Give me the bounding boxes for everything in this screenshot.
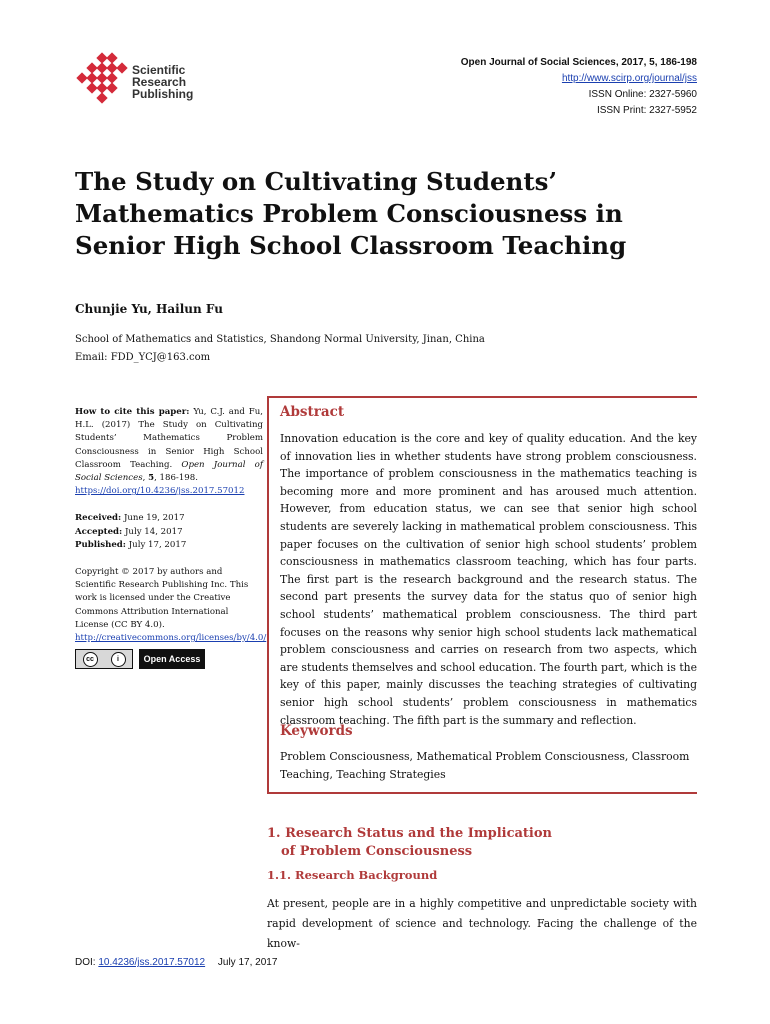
authors: Chunjie Yu, Hailun Fu: [75, 302, 223, 316]
keywords-heading: Keywords: [280, 723, 353, 739]
received-label: Received:: [75, 513, 122, 524]
journal-url-link[interactable]: http://www.scirp.org/journal/jss: [561, 73, 697, 84]
abstract-border-top: [267, 396, 697, 398]
issn-online: ISSN Online: 2327-5960: [588, 89, 697, 100]
copyright-block: [75, 566, 267, 669]
cite-doi-link[interactable]: https://doi.org/10.4236/jss.2017.57012: [75, 486, 245, 497]
cite-journal: Open Journal of Social Sciences: [75, 459, 264, 484]
received-date: June 19, 2017: [123, 513, 185, 524]
cite-text: Yu, C.J. and Fu, H.L. (2017) The Study on Cultivating Students’ Mathematics Problem Consciousness in Senior High School Classroom Teaching.: [75, 407, 264, 470]
accepted-date: July 14, 2017: [124, 526, 183, 537]
cc-icon: cc: [83, 652, 98, 667]
section-1-heading-line2: of Problem Consciousness: [281, 844, 473, 859]
dates-block: [75, 512, 263, 552]
cite-label: How to cite this paper:: [75, 407, 190, 417]
open-access-badge: Open Access: [139, 649, 205, 669]
page-footer: [75, 957, 277, 968]
by-icon: i: [111, 652, 126, 667]
footer-doi-link[interactable]: 10.4236/jss.2017.57012: [98, 957, 206, 968]
publisher-logo: [76, 50, 206, 110]
copyright-text: Copyright © 2017 by authors and Scientific Research Publishing Inc. This work is licensed under the Creative Commons Attribution International License (CC BY 4.0).: [75, 567, 249, 630]
license-badges: [75, 649, 263, 669]
published-date: July 17, 2017: [128, 539, 187, 550]
paper-title: The Study on Cultivating Students’ Mathematics Problem Consciousness in Senior High School Classroom Teaching: [75, 167, 627, 260]
footer-doi-label: DOI:: [75, 957, 96, 968]
journal-info: [461, 55, 697, 119]
footer-date: July 17, 2017: [217, 957, 278, 968]
publisher-logo-icon: [76, 50, 132, 110]
affiliation: School of Mathematics and Statistics, Shandong Normal University, Jinan, China: [75, 334, 485, 345]
email: Email: FDD_YCJ@163.com: [75, 352, 211, 363]
section-1-heading-line1: 1. Research Status and the Implication: [267, 826, 552, 841]
publisher-name-line3: Publishing: [132, 87, 194, 101]
publisher-name-line2: Research: [132, 75, 187, 89]
keywords-text: Problem Consciousness, Mathematical Problem Consciousness, Classroom Teaching, Teaching Strategies: [280, 750, 690, 781]
cite-volume: 5: [148, 473, 155, 484]
section-1-1-heading: 1.1. Research Background: [267, 868, 438, 882]
cc-by-badge[interactable]: [75, 649, 133, 669]
sidebar: [75, 406, 267, 669]
abstract-text: Innovation education is the core and key of quality education. And the key of innovation lies in whether students have strong problem consciousness. The importance of problem consciousness in the mathematics teaching is becoming more and more prominent and has aroused much attention. However, from education status, we can see that senior high school students are severely lacking in mathematical problem consciousness. This paper focuses on the cultivation of senior high school students’ problem consciousness in mathematics classroom teaching, which has four parts. The first part is the research background and the research status. The second part presents the survey data for the status quo of senior high school students’ mathematical problem consciousness. The third part focuses on the reasons why senior high school students lack mathematical problem consciousness and carries on research from two aspects, which are students themselves and school education. The fourth part, which is the key of this paper, mainly discusses the teaching strategies of cultivating senior high school students’ problem consciousness in mathematics classroom teaching. The fifth part is the summary and reflection.: [280, 432, 697, 727]
abstract-heading: Abstract: [280, 404, 345, 420]
publisher-name-line1: Scientific: [132, 63, 186, 77]
abstract-border-bottom: [267, 792, 697, 794]
abstract-border-left: [267, 396, 269, 794]
license-link[interactable]: http://creativecommons.org/licenses/by/4.0/: [75, 633, 267, 644]
published-label: Published:: [75, 539, 126, 550]
citation-block: How to cite this paper: Yu, C.J. and Fu, H.L. (2017) The Study on Cultivating Students’ Mathematics Problem Consciousness in Senior High School Classroom Teaching. Open Journal of Social Sciences, 5, 186-198. https://doi.org/10.4236/jss.2017.57012: [75, 407, 264, 497]
section-1-heading: [267, 825, 552, 861]
cite-pages: 186-198.: [159, 473, 198, 484]
publisher-name: [132, 64, 193, 100]
journal-citation: Open Journal of Social Sciences, 2017, 5, 186-198: [460, 57, 697, 68]
accepted-label: Accepted:: [75, 526, 123, 537]
section-1-1-text: At present, people are in a highly competitive and unpredictable society with rapid development of science and technology. Facing the challenge of the know-: [267, 897, 697, 950]
issn-print: ISSN Print: 2327-5952: [596, 105, 697, 116]
